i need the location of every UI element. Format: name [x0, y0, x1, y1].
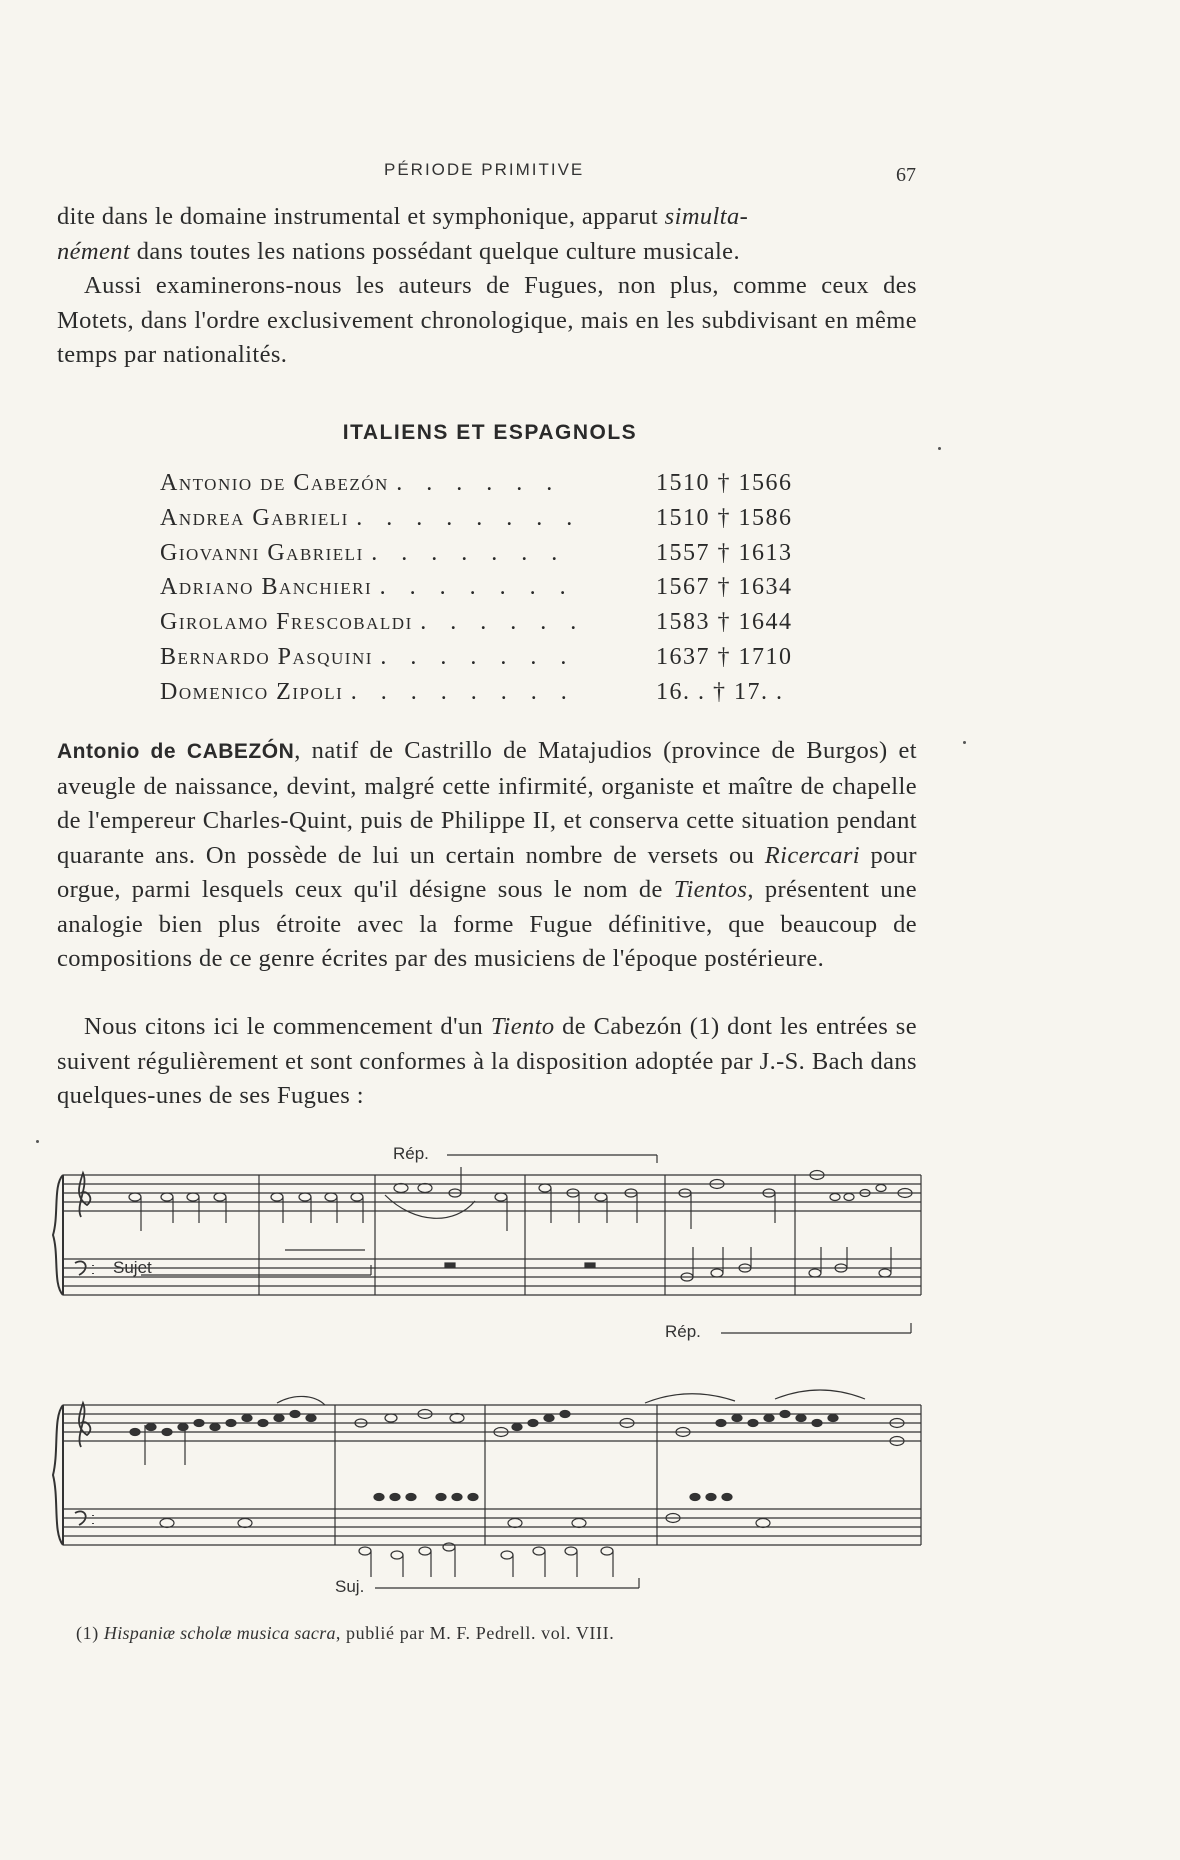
- leader-dots: . . . . . . .: [380, 643, 576, 670]
- citation-text-1: Nous citons ici le commencement d'un: [84, 1013, 484, 1040]
- composer-dates: 1637 † 1710: [656, 643, 793, 670]
- cabezon-text-3: , présentent une analogie bien plus étroite avec la forme Fugue définitive, que beaucoup de compositions de ce genre écrites par des musiciens de l'époque postérieure.: [57, 876, 918, 972]
- cabezon-paragraph: [57, 734, 917, 977]
- composer-row: [160, 505, 860, 540]
- leader-dots: . . . . . . . .: [356, 504, 582, 531]
- composer-name: [160, 644, 575, 671]
- paper-speck: [963, 741, 966, 744]
- composer-dates: 1557 † 1613: [656, 539, 793, 566]
- footnote-text: , publié par M. F. Pedrell. vol. VIII.: [335, 1623, 615, 1643]
- running-head: PÉRIODE PRIMITIVE: [384, 160, 585, 179]
- composer-name-text: Antonio de Cabezón: [160, 470, 389, 496]
- composer-row: [160, 644, 860, 679]
- tiento-term: Tiento: [490, 1013, 555, 1040]
- music-system-2: [45, 1385, 925, 1600]
- composer-name-text: Giovanni Gabrieli: [160, 539, 364, 566]
- composer-name: [160, 470, 561, 497]
- cabezon-lead-name: CABEZÓN: [186, 740, 295, 763]
- cabezon-text-2: pour orgue, parmi lesquels ceux qu'il désigne sous le nom de: [57, 841, 917, 903]
- paper-speck: [36, 1140, 39, 1143]
- footnote-source-title: Hispaniæ scholæ musica sacra: [103, 1623, 336, 1643]
- section-heading: ITALIENS ET ESPAGNOLS: [342, 421, 638, 444]
- composer-name-text: Girolamo Frescobaldi: [160, 609, 413, 636]
- intro-italic-start: simulta-: [664, 203, 749, 230]
- composer-dates: 16. . † 17. .: [656, 678, 784, 705]
- composer-dates: 1510 † 1566: [656, 470, 793, 496]
- page-number: 67: [896, 164, 916, 186]
- bass-staff-1: [63, 1259, 921, 1295]
- composer-row: [160, 609, 860, 644]
- music-system-1: [45, 1135, 925, 1345]
- cabezon-text-1: , natif de Castrillo de Matajudios (province de Burgos) et aveugle de naissance, devint, malgré cette infirmité, organiste et maître de chapelle de l'empereur Charles-Quint, puis de Philippe II, et conserva cette situation pendant quarante ans. On possède de lui un certain nombre de versets ou: [57, 737, 917, 869]
- footnote: [76, 1623, 614, 1644]
- intro-italic-end: nément: [57, 237, 131, 265]
- footnote-marker: (1): [76, 1623, 99, 1643]
- label-sujet: Sujet: [113, 1258, 152, 1277]
- composer-dates: 1583 † 1644: [656, 609, 793, 636]
- intro-paragraph-1: [57, 200, 917, 269]
- citation-text-2: de Cabezón (1) dont les entrées se suivent régulièrement et sont conformes à la disposition adoptée par J.-S. Bach dans quelques-unes de ses Fugues :: [57, 1013, 917, 1109]
- intro-text: dite dans le domaine instrumental et symphonique, apparut: [57, 203, 659, 230]
- tientos-term: Tientos: [673, 876, 748, 903]
- composer-name: [160, 609, 585, 636]
- leader-dots: . . . . . .: [420, 609, 586, 636]
- composer-name: [160, 540, 566, 567]
- composer-name: [160, 574, 575, 601]
- composer-dates: 1567 † 1634: [656, 574, 793, 601]
- leader-dots: . . . . . . . .: [350, 678, 576, 705]
- composer-row: [160, 540, 860, 575]
- label-rep-top: Rép.: [393, 1144, 429, 1163]
- label-suj: Suj.: [335, 1577, 365, 1596]
- intro-text-continued: dans toutes les nations possédant quelque culture musicale.: [136, 237, 740, 265]
- intro-paragraph-2-text: Aussi examinerons-nous les auteurs de Fugues, non plus, comme ceux des Motets, dans l'ordre exclusivement chronologique, mais en les subdivisant en même temps par nationalités.: [57, 272, 917, 368]
- leader-dots: . . . . . . .: [371, 539, 567, 566]
- leader-dots: . . . . . . .: [379, 574, 575, 601]
- ricercari-term: Ricercari: [764, 841, 860, 869]
- composer-row: [160, 470, 860, 505]
- cabezon-lead-prefix: Antonio de: [57, 740, 177, 763]
- composer-dates: 1510 † 1586: [656, 504, 793, 531]
- leader-dots: . . . . . .: [396, 470, 562, 496]
- composer-row: [160, 574, 860, 609]
- composer-name-text: Domenico Zipoli: [160, 678, 344, 705]
- composer-name: [160, 505, 581, 532]
- composer-name-text: Andrea Gabrieli: [160, 504, 349, 531]
- paper-speck: [938, 447, 941, 450]
- composer-name: [160, 679, 576, 706]
- composer-name-text: Adriano Banchieri: [160, 574, 373, 601]
- intro-paragraph-2: [57, 269, 917, 373]
- composer-row: [160, 679, 860, 714]
- citation-paragraph: [57, 1010, 917, 1114]
- composer-name-text: Bernardo Pasquini: [160, 643, 373, 670]
- label-rep-bottom: Rép.: [665, 1322, 701, 1341]
- composer-list: [160, 470, 860, 714]
